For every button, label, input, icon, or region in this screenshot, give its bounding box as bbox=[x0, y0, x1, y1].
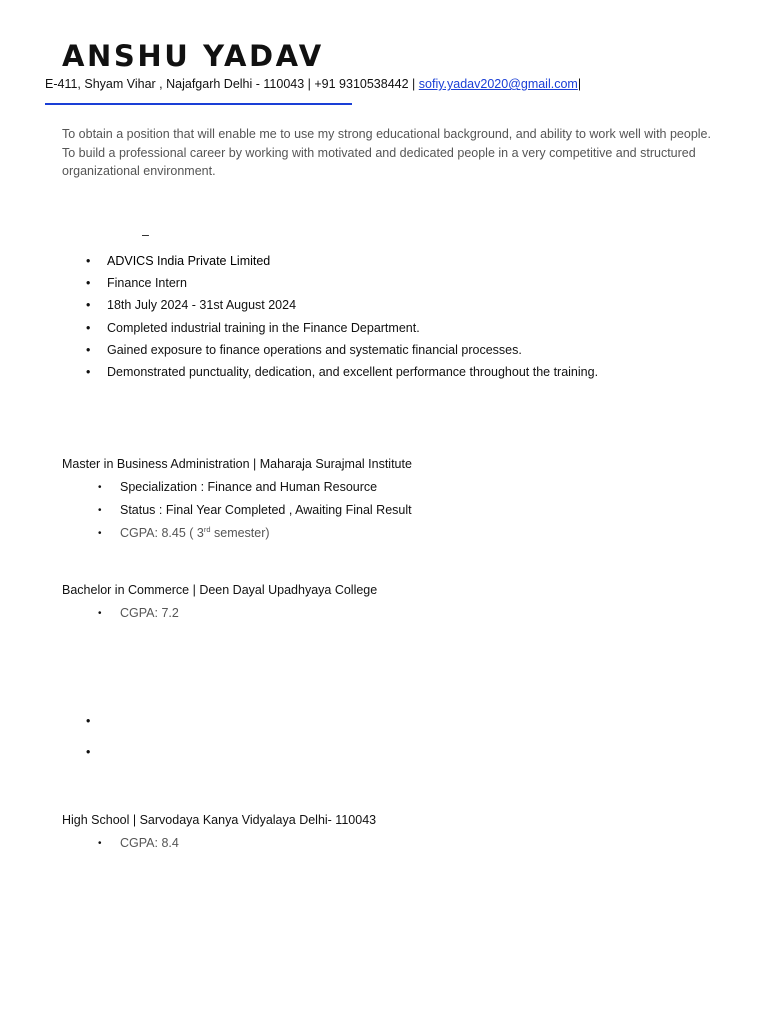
mba-status: • Status : Final Year Completed , Awaiting Final Result bbox=[120, 501, 412, 524]
email-link[interactable]: sofiy.yadav2020@gmail.com bbox=[418, 77, 578, 91]
education-bcom-details bbox=[120, 604, 179, 627]
empty-bullet: • bbox=[86, 745, 91, 759]
objective-paragraph bbox=[62, 125, 722, 181]
objective-line: To obtain a position that will enable me to use my strong educational background, and ability to work well with people. bbox=[62, 127, 711, 141]
mba-cgpa-suffix: semester) bbox=[210, 526, 270, 540]
mba-cgpa bbox=[120, 524, 412, 547]
experience-dates: • 18th July 2024 - 31st August 2024 bbox=[107, 296, 598, 318]
experience-role: • Finance Intern bbox=[107, 274, 598, 296]
contact-address-phone: E-411, Shyam Vihar , Najafgarh Delhi - 110043 | +91 9310538442 | bbox=[45, 77, 419, 91]
experience-detail: • Demonstrated punctuality, dedication, and excellent performance throughout the training. bbox=[107, 363, 598, 385]
header-divider bbox=[45, 103, 352, 105]
objective-line: To build a professional career by working with motivated and dedicated people in a very competitive and structured bbox=[62, 145, 696, 160]
mba-specialization: • Specialization : Finance and Human Resource bbox=[120, 478, 412, 501]
experience-company: • ADVICS India Private Limited bbox=[107, 252, 598, 274]
candidate-name: ANSHU YADAV bbox=[62, 39, 324, 73]
education-school-details bbox=[120, 834, 179, 857]
education-bcom-title: Bachelor in Commerce | Deen Dayal Upadhyaya College bbox=[62, 583, 378, 597]
mba-cgpa-sup: rd bbox=[203, 524, 211, 534]
section-dash: – bbox=[142, 228, 149, 242]
experience-list bbox=[107, 252, 598, 385]
experience-detail: • Completed industrial training in the Finance Department. bbox=[107, 319, 598, 341]
education-mba-details bbox=[120, 478, 412, 547]
experience-detail: • Gained exposure to finance operations and systematic financial processes. bbox=[107, 341, 598, 363]
mba-cgpa-text: CGPA: 8.45 ( 3 bbox=[120, 526, 204, 540]
objective-line: organizational environment. bbox=[62, 164, 216, 178]
bcom-cgpa: • CGPA: 7.2 bbox=[120, 604, 179, 627]
school-cgpa: • CGPA: 8.4 bbox=[120, 834, 179, 857]
education-mba-title: Master in Business Administration | Maharaja Surajmal Institute bbox=[62, 457, 412, 471]
empty-bullet: • bbox=[86, 714, 91, 728]
education-school-title: High School | Sarvodaya Kanya Vidyalaya Delhi- 110043 bbox=[62, 813, 377, 827]
contact-end: | bbox=[577, 77, 582, 91]
contact-line bbox=[45, 76, 581, 92]
